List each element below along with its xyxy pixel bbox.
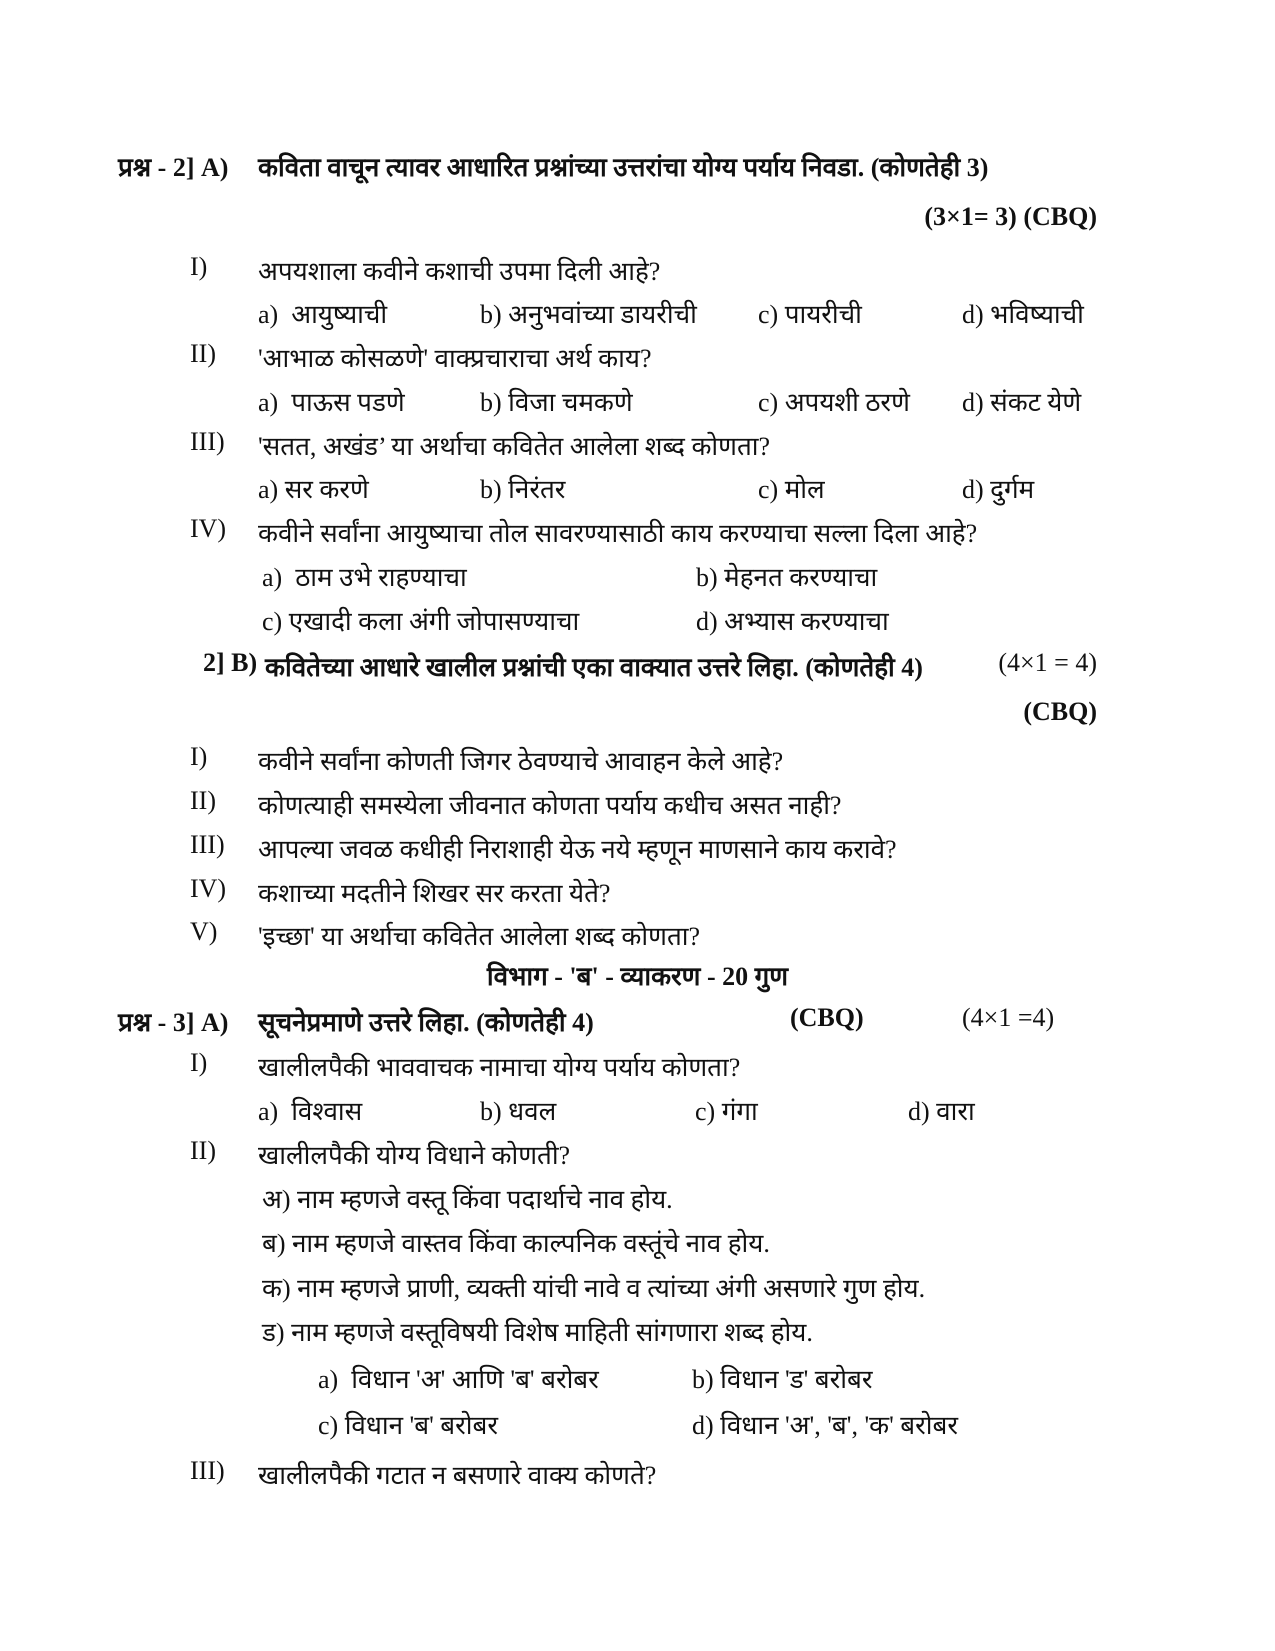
q2b-header <box>0 648 1275 690</box>
q2b-q3-number: III) <box>190 830 225 859</box>
q2a-q3-number: III) <box>190 427 225 456</box>
q2b-title: कवितेच्या आधारे खालील प्रश्नांची एका वाक्यात उत्तरे लिहा. (कोणतेही 4) <box>265 653 923 682</box>
q2a-marks-row <box>0 202 1275 244</box>
q2b-q1-number: I) <box>190 742 208 771</box>
q3a-q2-statement-1 <box>0 1180 1275 1222</box>
q3a-q2-options-1 <box>0 1360 1275 1402</box>
option-c: c) पायरीची <box>758 300 862 329</box>
q2b-q2-text: कोणत्याही समस्येला जीवनात कोणता पर्याय कधीच असत नाही? <box>258 791 842 820</box>
q2b-q2-number: II) <box>190 786 216 815</box>
option-d: d) संकट येणे <box>962 388 1082 417</box>
q2a-marks: (3×1= 3) (CBQ) <box>924 202 1097 231</box>
q3a-q1-number: I) <box>190 1048 208 1077</box>
option-b: b) विजा चमकणे <box>480 388 633 417</box>
option-a: a) विधान 'अ' आणि 'ब' बरोबर <box>318 1365 599 1394</box>
q3a-label: प्रश्न - 3] A) <box>118 1008 229 1037</box>
statement-b: ब) नाम म्हणजे वास्तव किंवा काल्पनिक वस्तूंचे नाव होय. <box>262 1229 770 1258</box>
q2a-q1-row <box>0 252 1275 294</box>
option-d: d) वारा <box>908 1097 975 1126</box>
section-b-heading: विभाग - 'ब' - व्याकरण - 20 गुण <box>486 962 789 991</box>
q3a-q2-statement-3 <box>0 1269 1275 1311</box>
q2a-q1-text: अपयशाला कवीने कशाची उपमा दिली आहे? <box>258 257 661 286</box>
q2a-q1-number: I) <box>190 252 208 281</box>
q3a-q3-text: खालीलपैकी गटात न बसणारे वाक्य कोणते? <box>258 1461 657 1490</box>
option-a: a) विश्वास <box>258 1097 363 1126</box>
option-c: c) गंगा <box>695 1097 758 1126</box>
option-b: b) निरंतर <box>480 475 566 504</box>
q3a-cbq: (CBQ) <box>790 1003 864 1032</box>
q2b-q2-row <box>0 786 1275 828</box>
statement-a: अ) नाम म्हणजे वस्तू किंवा पदार्थाचे नाव होय. <box>262 1185 673 1214</box>
option-b: b) धवल <box>480 1097 557 1126</box>
q3a-title: सूचनेप्रमाणे उत्तरे लिहा. (कोणतेही 4) <box>258 1008 594 1037</box>
q3a-q2-statement-4 <box>0 1313 1275 1355</box>
option-a: a) पाऊस पडणे <box>258 388 405 417</box>
q2a-title: कविता वाचून त्यावर आधारित प्रश्नांच्या उत्तरांचा योग्य पर्याय निवडा. (कोणतेही 3) <box>258 153 989 182</box>
q3a-q1-row <box>0 1048 1275 1090</box>
q2b-q5-row <box>0 917 1275 959</box>
q3a-q1-text: खालीलपैकी भाववाचक नामाचा योग्य पर्याय कोणता? <box>258 1053 741 1082</box>
q3a-q2-number: II) <box>190 1136 216 1165</box>
q2a-q3-text: 'सतत, अखंड’ या अर्थाचा कवितेत आलेला शब्द कोणता? <box>258 432 771 461</box>
q2a-q2-options <box>0 383 1275 425</box>
q3a-header <box>0 1003 1275 1045</box>
option-c: c) मोल <box>758 475 825 504</box>
option-c: c) अपयशी ठरणे <box>758 388 910 417</box>
option-c: c) विधान 'ब' बरोबर <box>318 1411 498 1440</box>
q3a-q2-statement-2 <box>0 1224 1275 1266</box>
q2b-q4-text: कशाच्या मदतीने शिखर सर करता येते? <box>258 879 611 908</box>
q2b-q4-number: IV) <box>190 874 227 903</box>
q3a-q3-number: III) <box>190 1456 225 1485</box>
option-a: a) आयुष्याची <box>258 300 388 329</box>
q2a-q2-number: II) <box>190 339 216 368</box>
q2b-cbq-row <box>0 697 1275 739</box>
q2b-q5-text: 'इच्छा' या अर्थाचा कवितेत आलेला शब्द कोणता? <box>258 922 701 951</box>
q2b-q3-row <box>0 830 1275 872</box>
option-d: d) अभ्यास करण्याचा <box>696 607 889 636</box>
option-d: d) दुर्गम <box>962 475 1035 504</box>
option-d: d) भविष्याची <box>962 300 1084 329</box>
q2b-q1-row <box>0 742 1275 784</box>
q2a-q4-text: कवीने सर्वांना आयुष्याचा तोल सावरण्यासाठी काय करण्याचा सल्ला दिला आहे? <box>258 519 978 548</box>
q3a-q1-options <box>0 1092 1275 1134</box>
q2a-q2-row <box>0 339 1275 381</box>
option-d: d) विधान 'अ', 'ब', 'क' बरोबर <box>692 1411 958 1440</box>
q2b-marks: (4×1 = 4) <box>998 648 1097 677</box>
option-a: a) ठाम उभे राहण्याचा <box>262 563 467 592</box>
option-b: b) विधान 'ड' बरोबर <box>692 1365 873 1394</box>
q2a-q3-options <box>0 470 1275 512</box>
q2a-q4-options-2 <box>0 602 1275 644</box>
option-a: a) सर करणे <box>258 475 369 504</box>
option-b: b) अनुभवांच्या डायरीची <box>480 300 697 329</box>
q2a-header <box>0 148 1275 190</box>
q2a-label: प्रश्न - 2] A) <box>118 153 229 182</box>
q3a-q2-text: खालीलपैकी योग्य विधाने कोणती? <box>258 1141 571 1170</box>
q3a-marks: (4×1 =4) <box>962 1003 1055 1032</box>
q2a-q1-options <box>0 295 1275 337</box>
q2b-q4-row <box>0 874 1275 916</box>
option-c: c) एखादी कला अंगी जोपासण्याचा <box>262 607 580 636</box>
q2a-q2-text: 'आभाळ कोसळणे' वाक्प्रचाराचा अर्थ काय? <box>258 344 652 373</box>
option-b: b) मेहनत करण्याचा <box>696 563 878 592</box>
q3a-q2-options-2 <box>0 1406 1275 1448</box>
statement-d: ड) नाम म्हणजे वस्तूविषयी विशेष माहिती सांगणारा शब्द होय. <box>262 1318 813 1347</box>
q2a-q4-row <box>0 514 1275 556</box>
q3a-q3-row <box>0 1456 1275 1498</box>
statement-k: क) नाम म्हणजे प्राणी, व्यक्ती यांची नावे व त्यांच्या अंगी असणारे गुण होय. <box>262 1274 926 1303</box>
section-b-heading-row <box>0 957 1275 999</box>
q2a-q3-row <box>0 427 1275 469</box>
q2b-q3-text: आपल्या जवळ कधीही निराशाही येऊ नये म्हणून माणसाने काय करावे? <box>258 835 897 864</box>
q2b-cbq: (CBQ) <box>1023 697 1097 726</box>
q2b-q1-text: कवीने सर्वांना कोणती जिगर ठेवण्याचे आवाहन केले आहे? <box>258 747 784 776</box>
q2b-q5-number: V) <box>190 917 218 946</box>
q2a-q4-number: IV) <box>190 514 227 543</box>
q2a-q4-options-1 <box>0 558 1275 600</box>
q3a-q2-row <box>0 1136 1275 1178</box>
q2b-label: 2] B) <box>203 648 258 677</box>
